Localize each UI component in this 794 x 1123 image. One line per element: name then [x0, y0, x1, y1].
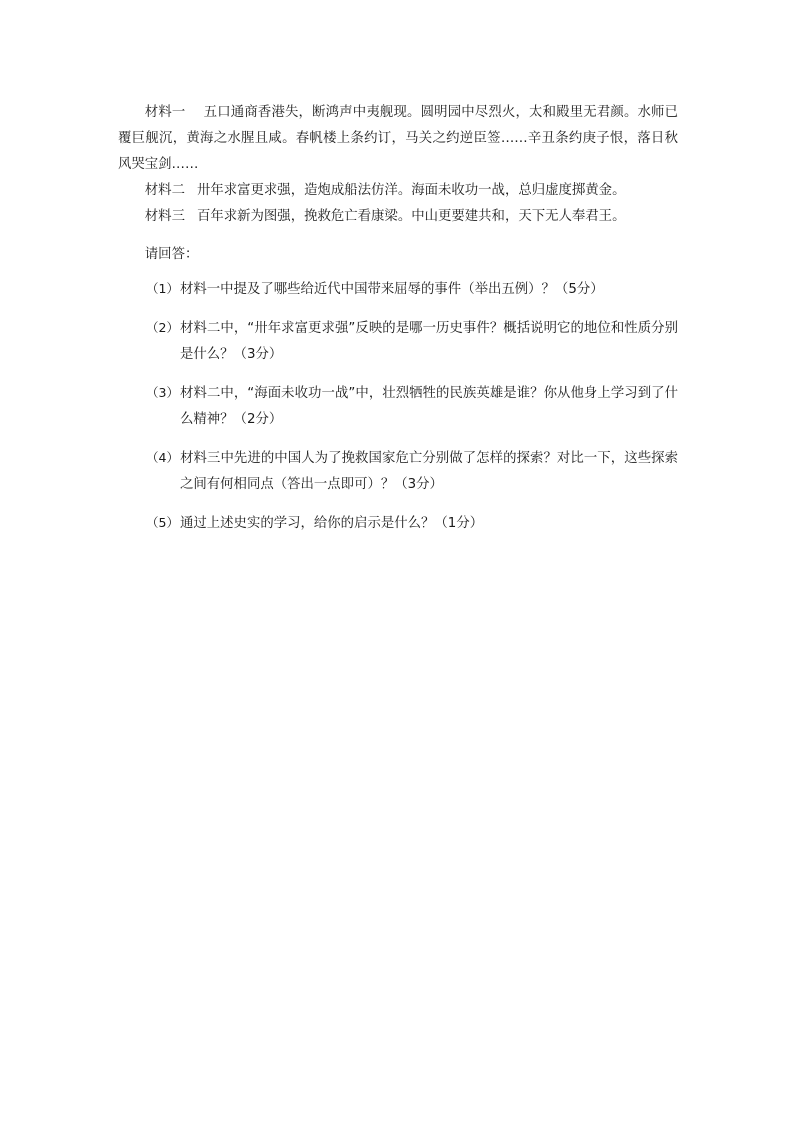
- question-number: （2）: [146, 320, 179, 335]
- question-item: [118, 380, 678, 433]
- question-content: [118, 100, 678, 549]
- question-item: [118, 445, 678, 498]
- question-text: 通过上述史实的学习，给你的启示是什么？（1分）: [180, 516, 484, 531]
- question-text: 材料二中，“卅年求富更求强”反映的是哪一历史事件？概括说明它的地位和性质分别是什么？（3分）: [180, 321, 678, 362]
- question-number: （5）: [146, 515, 179, 530]
- material-text: 百年求新为图强，挽救危亡看康梁。中山更要建共和，天下无人奉君王。: [196, 209, 626, 224]
- question-item: [118, 276, 678, 303]
- question-number: （4）: [146, 450, 179, 465]
- material-text: 卅年求富更求强，造炮成船法仿洋。海面未收功一战，总归虚度掷黄金。: [196, 183, 626, 198]
- material-label: 材料二: [144, 183, 185, 198]
- material-text: 五口通商香港失，断鸿声中夷舰现。圆明园中尽烈火，太和殿里无君颜。水师已覆巨舰沉，黄海之水腥且咸。春帆楼上条约订，马关之约逆臣签……辛丑条约庚子恨，落日秋风哭宝剑……: [118, 105, 679, 172]
- question-number: （1）: [146, 281, 179, 296]
- question-number: （3）: [146, 385, 179, 400]
- question-item: [118, 315, 678, 368]
- material-three: [118, 204, 678, 230]
- question-item: [118, 510, 678, 537]
- material-one: [118, 100, 678, 178]
- material-two: [118, 178, 678, 204]
- question-list: [118, 276, 678, 537]
- question-text: 材料一中提及了哪些给近代中国带来屈辱的事件（举出五例）？（5分）: [180, 282, 604, 297]
- question-text: 材料三中先进的中国人为了挽救国家危亡分别做了怎样的探索？对比一下，这些探索之间有何相同点（答出一点即可）？（3分）: [180, 451, 678, 492]
- question-text: 材料二中，“海面未收功一战”中，壮烈牺牲的民族英雄是谁？你从他身上学习到了什么精神？（2分）: [180, 386, 678, 427]
- material-label: 材料三: [144, 209, 185, 224]
- material-label: 材料一: [144, 105, 186, 120]
- answer-prompt: 请回答：: [144, 247, 199, 262]
